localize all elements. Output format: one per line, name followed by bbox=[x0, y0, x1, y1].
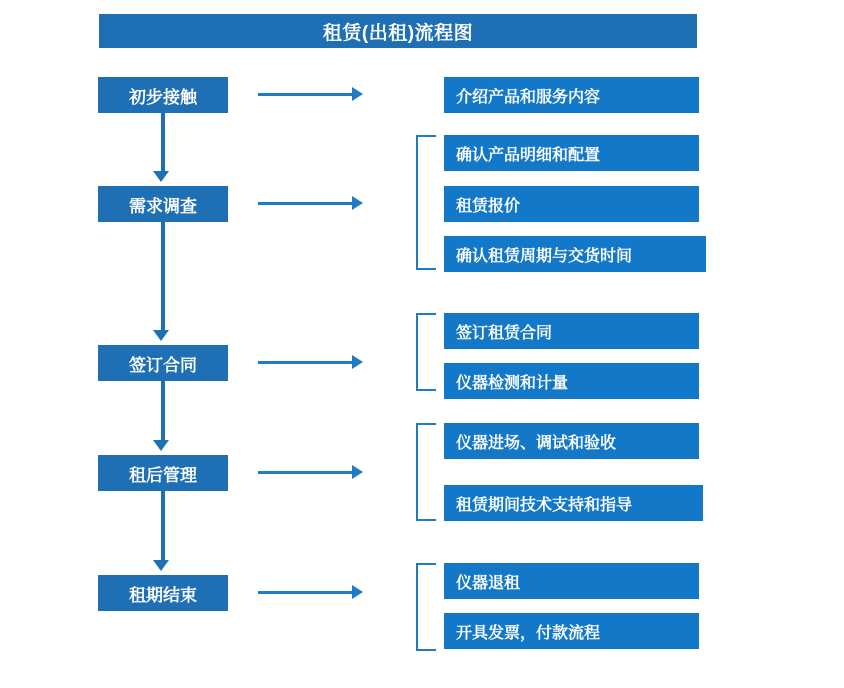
task-box-9[interactable]: 仪器退租 bbox=[444, 563, 699, 599]
stage-box-3[interactable]: 签订合同 bbox=[98, 345, 228, 381]
task-arrow-line-3 bbox=[258, 361, 353, 364]
task-arrow-head-3 bbox=[352, 355, 363, 369]
diagram-title: 租赁(出租)流程图 bbox=[99, 14, 697, 48]
task-group-bracket-5 bbox=[416, 563, 436, 651]
task-group-bracket-4 bbox=[416, 423, 436, 521]
task-arrow-line-4 bbox=[258, 471, 353, 474]
task-group-bracket-3 bbox=[416, 313, 436, 391]
task-box-10[interactable]: 开具发票，付款流程 bbox=[444, 613, 699, 649]
task-arrow-head-4 bbox=[352, 465, 363, 479]
task-arrow-head-2 bbox=[352, 196, 363, 210]
task-arrow-line-5 bbox=[258, 591, 353, 594]
task-box-1[interactable]: 介绍产品和服务内容 bbox=[444, 77, 699, 113]
stage-box-1[interactable]: 初步接触 bbox=[98, 77, 228, 113]
stage-box-5[interactable]: 租期结束 bbox=[98, 575, 228, 611]
stage-connector-2-3 bbox=[161, 222, 165, 330]
stage-box-4[interactable]: 租后管理 bbox=[98, 455, 228, 491]
task-arrow-head-1 bbox=[352, 87, 363, 101]
stage-connector-arrow-2-3 bbox=[153, 330, 169, 341]
task-arrow-head-5 bbox=[352, 585, 363, 599]
task-arrow-line-2 bbox=[258, 202, 353, 205]
task-group-bracket-2 bbox=[416, 135, 436, 270]
stage-connector-3-4 bbox=[161, 381, 165, 440]
stage-connector-arrow-3-4 bbox=[153, 440, 169, 451]
task-box-2[interactable]: 确认产品明细和配置 bbox=[444, 135, 699, 171]
stage-connector-4-5 bbox=[161, 491, 165, 560]
stage-connector-arrow-1-2 bbox=[153, 171, 169, 182]
stage-connector-arrow-4-5 bbox=[153, 560, 169, 571]
task-box-3[interactable]: 租赁报价 bbox=[444, 186, 699, 222]
task-box-8[interactable]: 租赁期间技术支持和指导 bbox=[444, 485, 703, 521]
stage-connector-1-2 bbox=[161, 113, 165, 171]
task-box-6[interactable]: 仪器检测和计量 bbox=[444, 363, 699, 399]
stage-box-2[interactable]: 需求调查 bbox=[98, 186, 228, 222]
task-arrow-line-1 bbox=[258, 93, 353, 96]
task-box-7[interactable]: 仪器进场、调试和验收 bbox=[444, 423, 699, 459]
task-box-4[interactable]: 确认租赁周期与交货时间 bbox=[444, 236, 706, 272]
task-box-5[interactable]: 签订租赁合同 bbox=[444, 313, 699, 349]
